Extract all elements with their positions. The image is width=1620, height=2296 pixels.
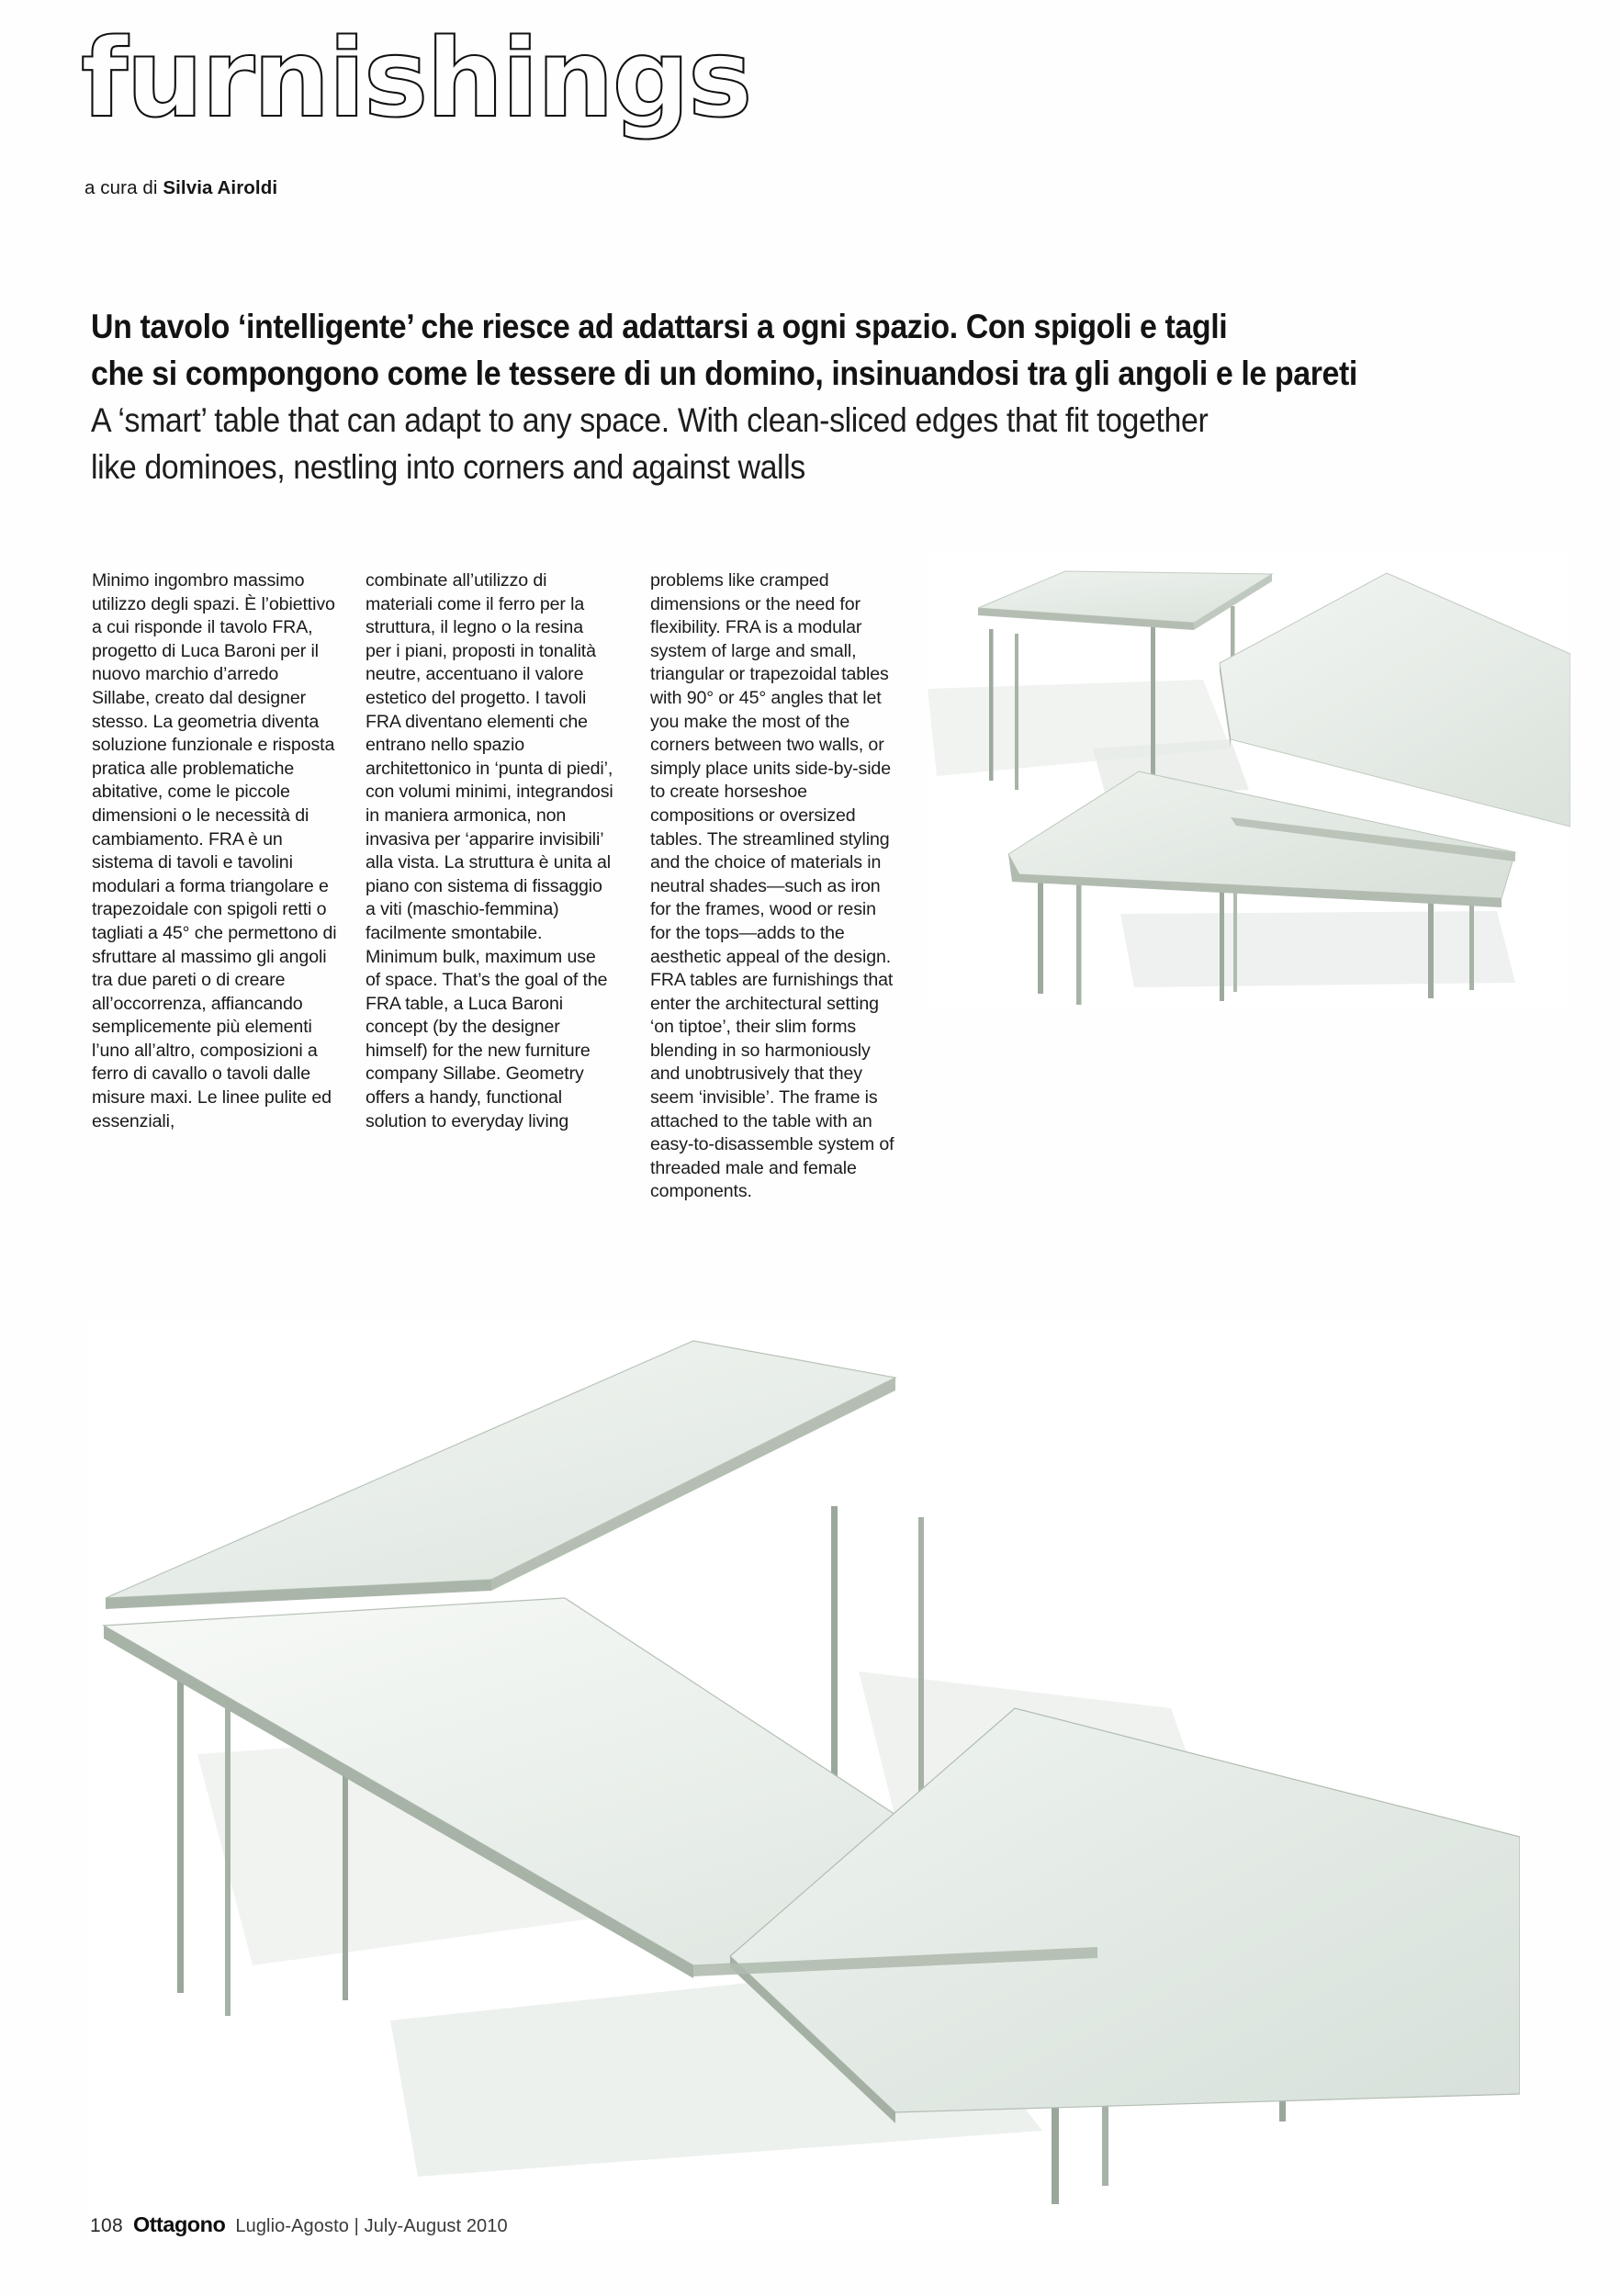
byline [84, 177, 277, 199]
leg [831, 1506, 838, 1800]
body-column-italian-2 [366, 569, 613, 1133]
headline-english-line-2: like dominoes, nestling into corners and against walls [91, 447, 805, 486]
leg [225, 1690, 231, 2016]
headline-italian-line-2: che si compongono come le tessere di un domino, insinuandosi tra gli angoli e le pareti [91, 354, 1357, 392]
body-column-italian-1 [92, 569, 340, 1133]
headline-italian-line-1: Un tavolo ‘intelligente’ che riesce ad adattarsi a ogni spazio. Con spigoli e tagli [91, 307, 1228, 345]
body-column-2-text: combinate all’utilizzo di materiali come il ferro per la struttura, il legno o la resina per i piani, proposti in tonalità neutre, accentuano il valore estetico del progetto. I tavoli FRA diventano elementi che entrano nello spazio architettonico in ‘punta di piedi’, con volumi minimi, integrandosi in maniera armonica, non invasiva per ‘apparire invisibili’ alla vista. La struttura è unita al piano con sistema di fissaggio a viti (maschio-femmina) facilmente smontabile. Minimum bulk, maximum use of space. That’s the goal of the FRA table, a Luca Baroni concept (by the designer himself) for the new furniture company Sillabe. Geometry offers a handy, functional solution to everyday living [366, 570, 613, 1131]
leg [1151, 625, 1155, 776]
masthead-title-text: furnishings [81, 15, 751, 141]
footer-page-number: 108 [90, 2215, 123, 2236]
masthead-outline-text [81, 15, 779, 141]
photo-bottom-illustration [87, 1322, 1520, 2241]
photo-top-table-composition [928, 551, 1570, 1010]
leg [918, 1517, 924, 1820]
body-column-english [650, 569, 898, 1204]
leg [1076, 880, 1082, 1005]
footer-issue: Luglio-Agosto | July-August 2010 [235, 2216, 508, 2236]
headline-english-line-1: A ‘smart’ table that can adapt to any space. With clean-sliced edges that fit together [91, 400, 1209, 439]
body-column-3-text: problems like cramped dimensions or the need for flexibility. FRA is a modular system of large and small, triangular or trapezoidal tables with 90° or 45° angles that let you make the most of the corners between two walls, or simply place units side-by-side to create horseshoe compositions or oversized tables. The streamlined styling and the choice of materials in neutral shades—such as iron for the frames, wood or resin for the tops—adds to the aesthetic appeal of the design. FRA tables are furnishings that enter the architectural setting ‘on tiptoe’, their slim forms blending in so harmoniously and unobtrusively that they seem ‘invisible’. The frame is attached to the table with an easy-to-disassemble system of threaded male and female components. [650, 570, 894, 1202]
photo-bottom-table-composition [87, 1322, 1520, 2241]
headline-block [91, 303, 1542, 490]
leg [1233, 882, 1237, 992]
leg [1220, 882, 1224, 1001]
shadow-bottom [1120, 911, 1515, 987]
leg [1015, 634, 1018, 790]
byline-editor: Silvia Airoldi [163, 177, 278, 198]
page-footer [90, 2212, 508, 2237]
body-column-1-text: Minimo ingombro massimo utilizzo degli spazi. È l’obiettivo a cui risponde il tavolo FRA, progetto di Luca Baroni per il nuovo marchio d’arredo Sillabe, creato dal designer stesso. La geometria diventa soluzione funzionale e risposta pratica alle problematiche abitative, come le piccole dimensioni o le necessità di cambiamento. FRA è un sistema di tavoli e tavolini modulari a forma triangolare e trapezoidale con spigoli retti o tagliati a 45° che permettono di sfruttare al massimo gli angoli tra due pareti o di creare all’occorrenza, affiancando semplicemente più elementi l’uno all’altro, composizioni a ferro di cavallo o tavoli dalle misure maxi. Le linee pulite ed essenziali, [92, 570, 337, 1131]
body-text-columns [92, 569, 900, 1286]
byline-prefix: a cura di [84, 177, 163, 198]
photo-top-illustration [928, 551, 1570, 1010]
leg [1038, 874, 1043, 994]
leg [989, 629, 994, 781]
masthead-title [81, 15, 779, 141]
footer-brand: Ottagono [132, 2212, 226, 2236]
leg [177, 1676, 184, 1993]
